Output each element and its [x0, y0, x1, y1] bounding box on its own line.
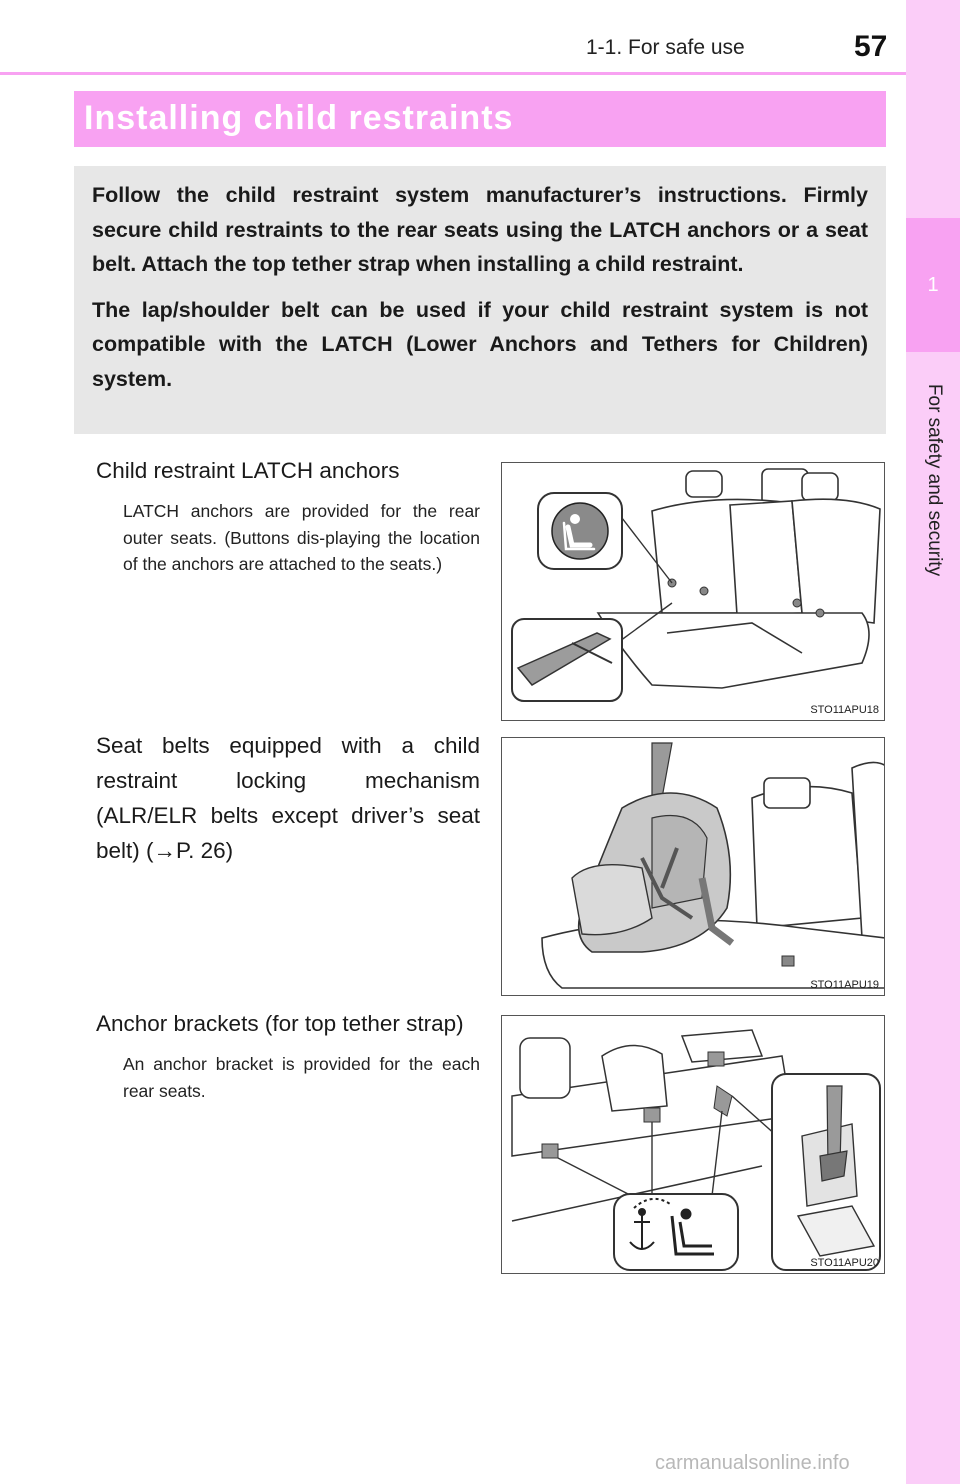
- item-description: LATCH anchors are provided for the rear outer seats. (Buttons dis-playing the location of the anchors are attached to the seats.): [123, 501, 480, 574]
- latch-anchor-illustration: [502, 463, 885, 721]
- figure-latch-anchors: [501, 462, 885, 721]
- child-seat-belt-illustration: [502, 738, 885, 996]
- anchor-bracket-illustration: [502, 1016, 885, 1274]
- intro-paragraph-2: The lap/shoulder belt can be used if your child restraint system is not compatible with the LATCH (Lower Anchors and Tethers for Children) system.: [92, 297, 868, 391]
- figure-anchor-brackets: [501, 1015, 885, 1274]
- item-description: An anchor bracket is provided for the each rear seats.: [123, 1054, 480, 1101]
- title-bar: [74, 91, 886, 147]
- chapter-label-container: [919, 355, 949, 605]
- watermark: carmanualsonline.info: [655, 1452, 850, 1474]
- item-heading: Anchor brackets (for top tether strap): [96, 1011, 464, 1036]
- child-seat-icon: [552, 503, 608, 559]
- chapter-number: 1: [927, 274, 939, 296]
- item-seat-belt-locking: [96, 728, 480, 868]
- intro-paragraph-1: Follow the child restraint system manufacturer’s instructions. Firmly secure child restraints to the rear seats using the LATCH anchors or a seat belt. Attach the top tether strap when installing a child restraint.: [92, 183, 868, 276]
- item-heading: Seat belts equipped with a child restraint locking mechanism (ALR/ELR belts except driver’s seat belt) (→P. 26): [96, 733, 480, 863]
- header-divider: [0, 72, 906, 75]
- intro-box: [74, 166, 886, 434]
- chapter-label: For safety and security: [924, 383, 946, 577]
- figure-seat-belt: [501, 737, 885, 996]
- figure-code: STO11APU18: [810, 704, 879, 716]
- item-latch-anchors: [96, 453, 480, 578]
- item-anchor-brackets: [96, 1006, 480, 1104]
- figure-code: STO11APU19: [810, 979, 879, 991]
- header-section-title: 1-1. For safe use: [586, 36, 745, 59]
- figure-code: STO11APU20: [810, 1257, 879, 1269]
- item-heading: Child restraint LATCH anchors: [96, 458, 400, 483]
- chapter-number-block: [906, 218, 960, 352]
- page-number: 57: [854, 30, 888, 63]
- page-title: Installing child restraints: [84, 99, 514, 137]
